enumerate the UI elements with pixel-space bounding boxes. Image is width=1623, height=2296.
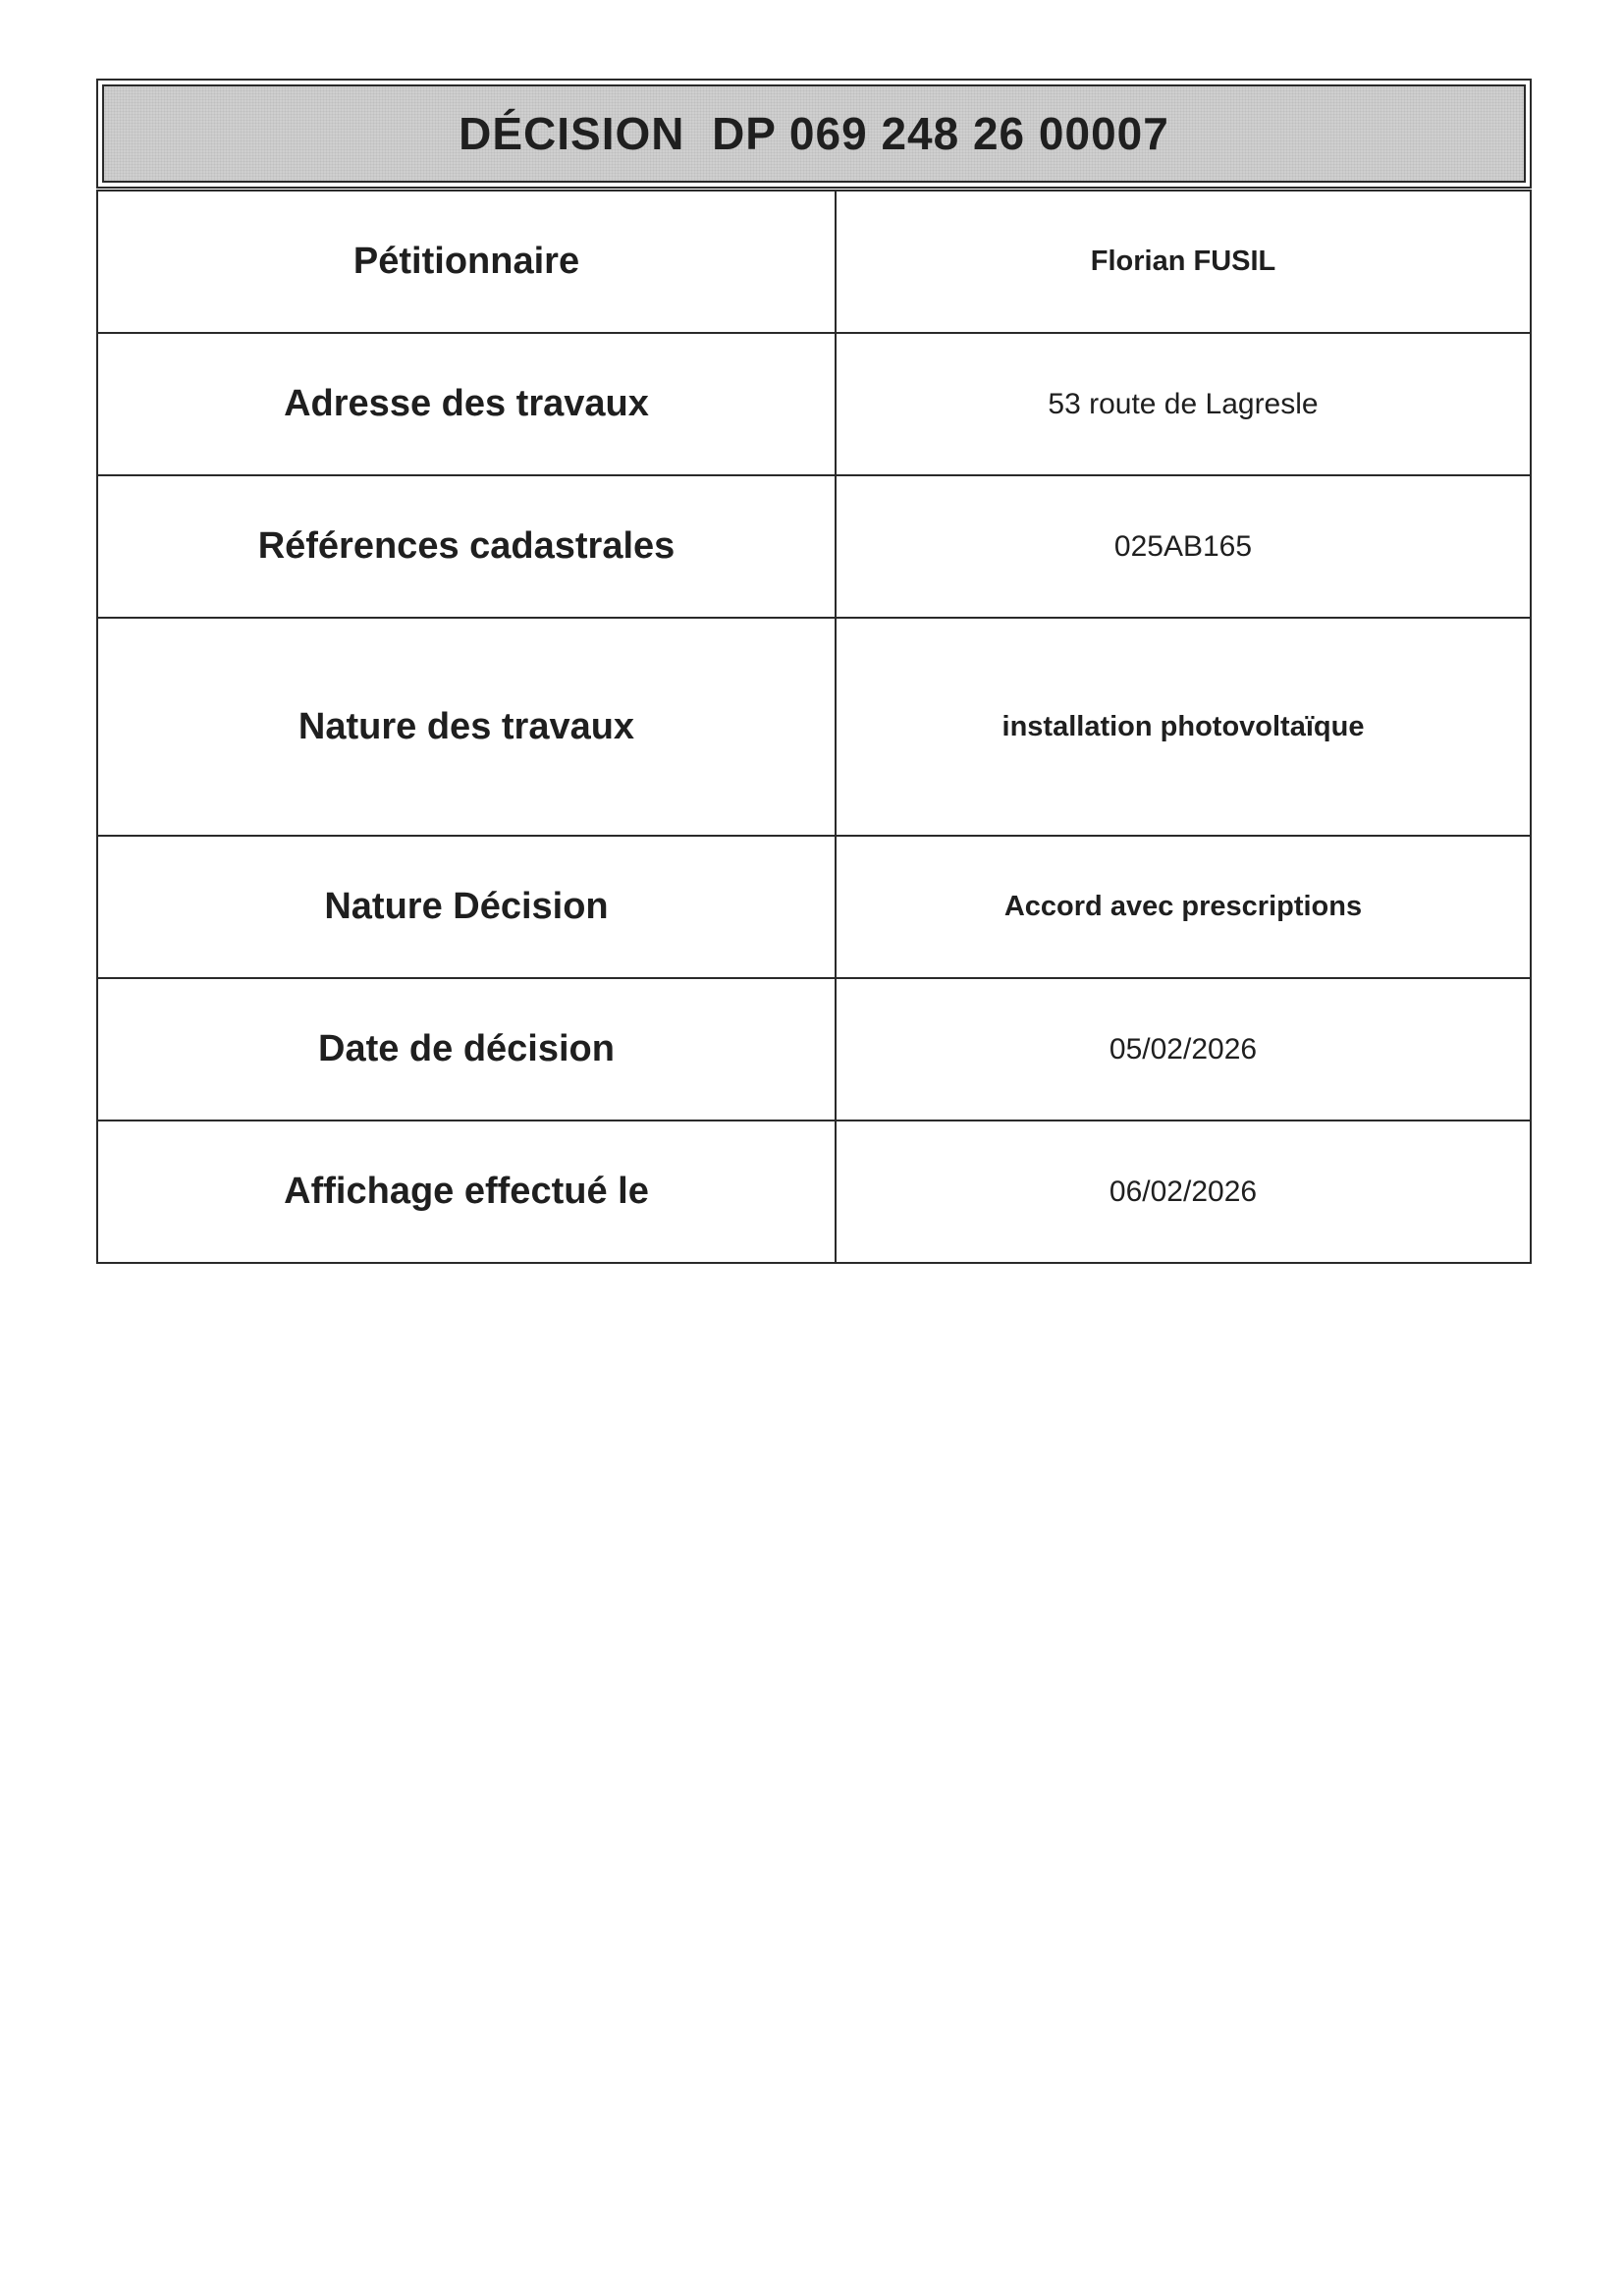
row-label-references: Références cadastrales: [97, 475, 836, 618]
table-row: [97, 191, 1531, 333]
row-label-nature-decision: Nature Décision: [97, 836, 836, 978]
table-row: [97, 978, 1531, 1121]
row-value-nature-decision: Accord avec prescriptions: [836, 836, 1531, 978]
decision-title-box: [96, 79, 1532, 189]
table-row: [97, 836, 1531, 978]
row-label-date-decision: Date de décision: [97, 978, 836, 1121]
row-value-references: 025AB165: [836, 475, 1531, 618]
row-value-nature-travaux: installation photovoltaïque: [836, 618, 1531, 836]
table-row: [97, 618, 1531, 836]
table-row: [97, 475, 1531, 618]
row-label-petitionnaire: Pétitionnaire: [97, 191, 836, 333]
row-value-affichage: 06/02/2026: [836, 1121, 1531, 1263]
row-label-nature-travaux: Nature des travaux: [97, 618, 836, 836]
decision-title: DÉCISION DP 069 248 26 00007: [459, 108, 1169, 159]
table-row: [97, 1121, 1531, 1263]
decision-title-banner: [102, 84, 1526, 183]
row-label-affichage: Affichage effectué le: [97, 1121, 836, 1263]
table-row: [97, 333, 1531, 475]
row-value-adresse: 53 route de Lagresle: [836, 333, 1531, 475]
row-value-date-decision: 05/02/2026: [836, 978, 1531, 1121]
row-label-adresse: Adresse des travaux: [97, 333, 836, 475]
decision-info-table: [96, 190, 1532, 1264]
row-value-petitionnaire: Florian FUSIL: [836, 191, 1531, 333]
